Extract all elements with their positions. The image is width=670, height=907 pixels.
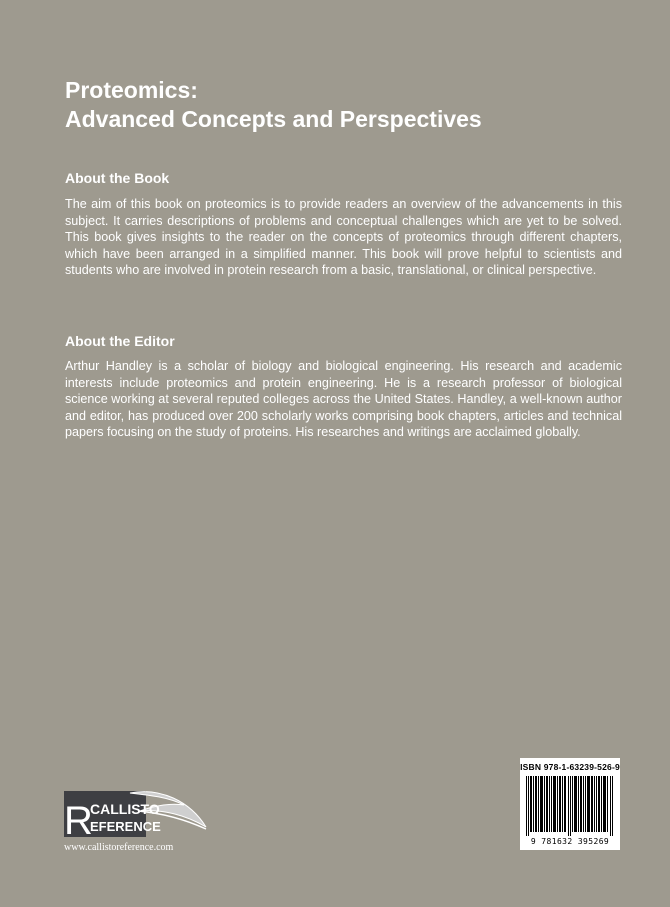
book-title	[65, 76, 625, 134]
about-editor-text: Arthur Handley is a scholar of biology and biological engineering. His research and academic interests include proteomics and protein engineering. He is a research professor of biological science working at several reputed colleges across the United States. Handley, a well-known author and editor, has produced over 200 scholarly works comprising book chapters, articles and technical papers focusing on the study of proteins. His researches and writings are acclaimed globally.	[65, 359, 622, 440]
about-book-heading: About the Book	[65, 170, 170, 186]
about-editor-heading: About the Editor	[65, 333, 175, 349]
title-line-2: Advanced Concepts and Perspectives	[65, 106, 482, 132]
isbn-barcode-block	[520, 758, 620, 850]
logo-reference-text: EFERENCE	[90, 819, 161, 834]
barcode-icon	[526, 776, 614, 836]
publisher-website: www.callistoreference.com	[64, 842, 174, 853]
logo-callisto-text: CALLISTO	[90, 801, 160, 817]
about-book-text: The aim of this book on proteomics is to provide readers an overview of the advancements in this subject. It carries descriptions of problems and conceptual challenges which are yet to be solved. This book gives insights to the reader on the concepts of proteomics through different chapters, which have been arranged in a simplified manner. This book will prove helpful to scientists and students who are involved in protein research from a basic, translational, or clinical perspective.	[65, 197, 622, 278]
isbn-barcode-digits: 9 781632 395269	[530, 837, 610, 846]
isbn-label: ISBN 978-1-63239-526-9	[520, 762, 620, 772]
callisto-reference-logo	[60, 787, 210, 841]
logo-letter-r: R	[64, 799, 93, 841]
title-line-1: Proteomics:	[65, 77, 198, 103]
